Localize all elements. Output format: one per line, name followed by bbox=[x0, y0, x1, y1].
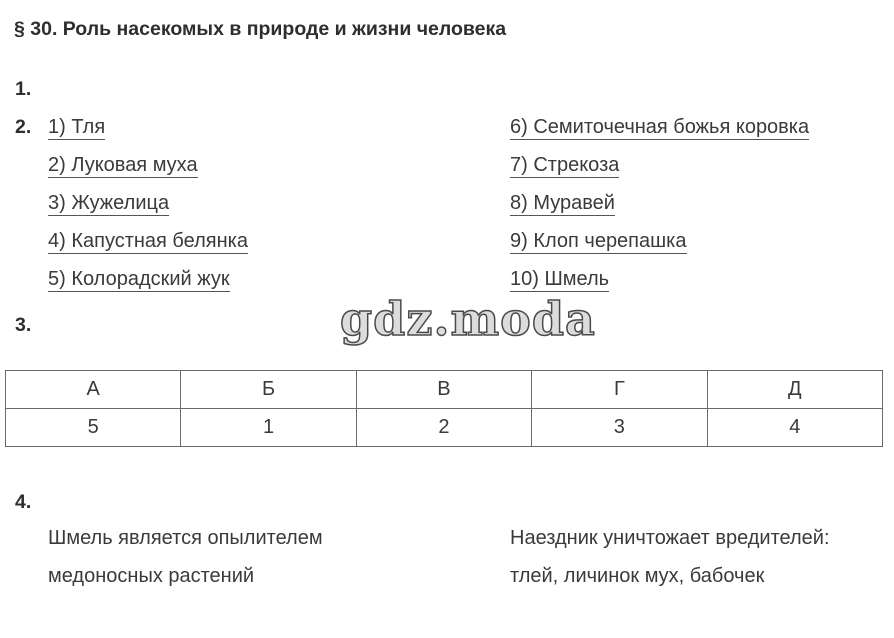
task2-item-3: 3) Жужелица bbox=[48, 192, 170, 214]
answer-table bbox=[5, 370, 883, 447]
task2-item-10: 10) Шмель bbox=[510, 268, 610, 290]
task4-left-line-2: медоносных растений bbox=[48, 565, 255, 587]
task4-right-line-2: тлей, личинок мух, бабочек bbox=[510, 565, 765, 587]
table-header-row bbox=[6, 371, 883, 409]
task-number-1: 1. bbox=[15, 78, 32, 100]
task-number-3: 3. bbox=[15, 314, 32, 336]
task2-item-5: 5) Колорадский жук bbox=[48, 268, 230, 290]
task2-item-6: 6) Семиточечная божья коровка bbox=[510, 116, 810, 138]
task2-item-1: 1) Тля bbox=[48, 116, 106, 138]
table-cell: 1 bbox=[181, 409, 356, 447]
task2-item-4: 4) Капустная белянка bbox=[48, 230, 248, 252]
table-header-cell: Б bbox=[181, 371, 356, 409]
task2-item-2: 2) Луковая муха bbox=[48, 154, 198, 176]
table-header-cell: Г bbox=[532, 371, 707, 409]
task4-left-line-1: Шмель является опылителем bbox=[48, 527, 323, 549]
watermark: gdz.moda bbox=[340, 292, 596, 346]
table-cell: 3 bbox=[532, 409, 707, 447]
task2-item-9: 9) Клоп черепашка bbox=[510, 230, 687, 252]
task2-item-8: 8) Муравей bbox=[510, 192, 615, 214]
task4-right-line-1: Наездник уничтожает вредителей: bbox=[510, 527, 830, 549]
table-header-cell: Д bbox=[707, 371, 882, 409]
task-number-4: 4. bbox=[15, 491, 32, 513]
table-header-cell: В bbox=[356, 371, 531, 409]
table-cell: 2 bbox=[356, 409, 531, 447]
page-title: § 30. Роль насекомых в природе и жизни человека bbox=[14, 18, 507, 40]
task-number-2: 2. bbox=[15, 116, 32, 138]
table-row bbox=[6, 409, 883, 447]
task2-item-7: 7) Стрекоза bbox=[510, 154, 620, 176]
table-header-cell: А bbox=[6, 371, 181, 409]
table-cell: 4 bbox=[707, 409, 882, 447]
table-cell: 5 bbox=[6, 409, 181, 447]
